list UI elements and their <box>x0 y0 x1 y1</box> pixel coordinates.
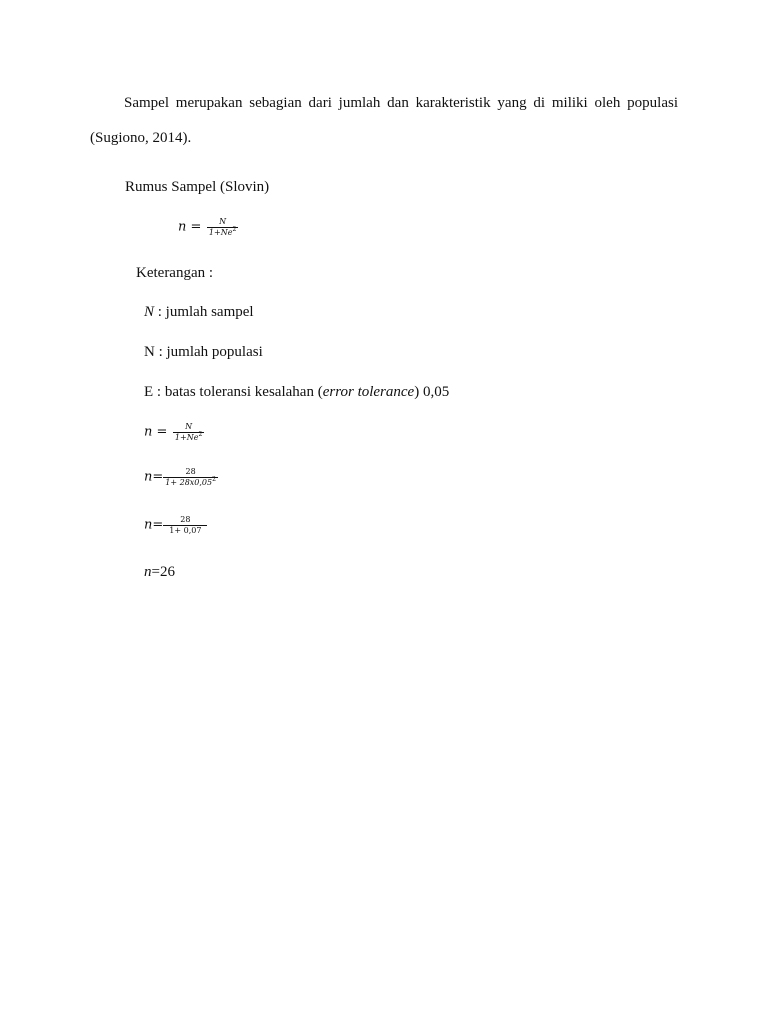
formula-lhs: n = <box>178 219 202 235</box>
result-lhs: n <box>144 564 152 580</box>
keterangan-text: : jumlah populasi <box>158 344 263 360</box>
formula-denominator <box>207 227 238 238</box>
calc-step-1 <box>144 422 204 443</box>
keterangan-symbol: N <box>144 344 155 360</box>
keterangan-item-1 <box>144 303 254 321</box>
formula-numerator: N <box>219 217 227 226</box>
calc-step-2 <box>144 467 218 488</box>
step-denominator-base: 1+ 28x0,05 <box>165 478 213 487</box>
step-lhs: n = <box>144 424 168 440</box>
keterangan-symbol: E <box>144 384 154 400</box>
step-denominator-base: 1+Ne <box>174 433 199 442</box>
formula-denominator-exp: 2 <box>232 226 237 233</box>
step-numerator: 28 <box>180 515 191 524</box>
keterangan-symbol: N <box>144 304 155 320</box>
step-denominator <box>173 432 204 443</box>
keterangan-item-2 <box>144 343 263 361</box>
step-numerator: 28 <box>185 467 196 476</box>
formula-heading: Rumus Sampel (Slovin) <box>125 179 270 195</box>
step-denominator <box>163 525 207 536</box>
keterangan-italic-term: error tolerance <box>322 384 415 400</box>
formula-fraction <box>207 217 238 238</box>
step-denominator-exp: 2 <box>198 431 203 438</box>
keterangan-item-3 <box>144 383 449 401</box>
result-value: =26 <box>151 564 175 580</box>
step-lhs: n= <box>144 469 164 485</box>
keterangan-tail: ) 0,05 <box>414 384 450 400</box>
keterangan-heading: Keterangan : <box>136 265 214 281</box>
step-denominator <box>163 477 218 488</box>
intro-paragraph-line1: Sampel merupakan sebagian dari jumlah dan karakteristik yang di miliki oleh populasi <box>124 95 678 111</box>
step-denominator-exp: 2 <box>212 476 216 483</box>
step-lhs: n= <box>144 517 164 533</box>
slovin-formula <box>178 217 238 238</box>
keterangan-text: : jumlah sampel <box>157 304 254 320</box>
step-denominator-base: 1+ 0,07 <box>169 526 202 535</box>
step-fraction <box>173 422 204 443</box>
step-fraction <box>163 467 218 488</box>
step-numerator: N <box>185 422 193 431</box>
step-fraction <box>163 515 207 536</box>
calc-step-3 <box>144 515 207 536</box>
intro-paragraph-line2: (Sugiono, 2014). <box>90 130 192 146</box>
calc-result <box>144 563 175 581</box>
formula-denominator-base: 1+Ne <box>208 228 233 237</box>
keterangan-text: : batas toleransi kesalahan ( <box>153 384 323 400</box>
